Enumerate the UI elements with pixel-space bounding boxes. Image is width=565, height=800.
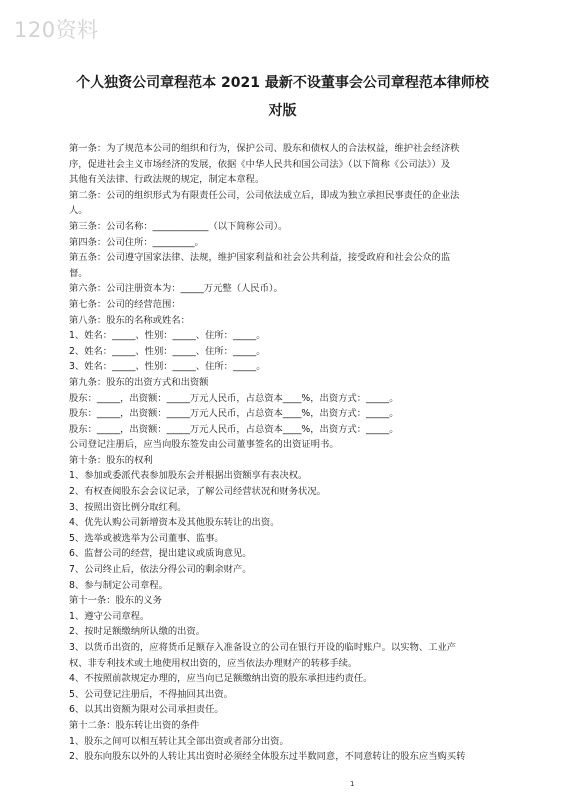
body-line: 其他有关法律、行政法规的规定，制定本章程。 [69,174,265,186]
body-line: 人。 [69,205,88,217]
body-line: 2、股东向股东以外的人转让其出资时必须经全体股东过半数同意，不同意转让的股东应当购买转 [69,751,466,763]
body-line: 6、以其出资额为限对公司承担责任。 [69,704,224,716]
body-line: 2、姓名：_____、性别：_____、住所：_____。 [69,345,266,357]
body-line: 权、非专利技术或土地使用权出资的，应当依法办理财产的转移手续。 [69,657,358,669]
page-number: 1 [350,780,355,788]
body-line: 第六条：公司注册资本为：_____万元整（人民币）。 [69,283,283,295]
body-line: 2、按时足额缴纳所认缴的出资。 [69,626,206,638]
body-line: 1、股东之间可以相互转让其全部出资或者部分出资。 [69,735,289,747]
body-line: 督。 [69,267,88,279]
body-line: 6、监督公司的经营，提出建议或质询意见。 [69,548,252,560]
document-title [54,69,511,125]
body-line: 第二条：公司的组织形式为有限责任公司，公司依法成立后，即成为独立承担民事责任的企业法 [69,189,460,201]
body-line: 第十一条：股东的义务 [69,595,162,607]
body-line: 第七条：公司的经营范围： [69,298,181,310]
body-line: 1、姓名：_____、性别：_____、住所：_____。 [69,330,266,342]
body-line: 第九条：股东的出资方式和出资额 [69,376,209,388]
title-line-1: 个人独资公司章程范本 2021 最新不设董事会公司章程范本律师校 [76,75,489,91]
body-line: 第四条：公司住所：_________。 [69,236,204,248]
body-line: 3、以货币出资的，应将货币足额存入准备设立的公司在银行开设的临时账户。以实物、工业产 [69,642,457,653]
title-line-2: 对版 [268,103,297,119]
body-line: 股东：_____，出资额：_____万元人民币，占总资本____%，出资方式：_____。 [69,408,399,420]
body-line: 第十条：股东的权利 [69,454,153,466]
body-line: 2、有权查阅股东会会议记录，了解公司经营状况和财务状况。 [69,486,326,498]
body-line: 股东：_____，出资额：_____万元人民币，占总资本____%，出资方式：_____。 [69,423,399,435]
document-body [69,141,507,765]
body-line: 3、按照出资比例分取红利。 [69,501,187,513]
body-line: 1、遵守公司章程。 [69,610,150,622]
body-line: 第八条：股东的名称或姓名： [69,314,190,326]
body-line: 股东：_____，出资额：_____万元人民币，占总资本____%，出资方式：_____。 [69,392,399,404]
body-line: 第三条：公司名称：____________（以下简称公司）。 [69,220,288,232]
body-line: 5、公司登记注册后，不得抽回其出资。 [69,688,233,700]
body-line: 第十二条：股东转让出资的条件 [69,719,200,731]
body-line: 第一条：为了规范本公司的组织和行为，保护公司、股东和债权人的合法权益，维护社会经济秩 [69,143,460,154]
body-line: 公司登记注册后，应当向股东签发由公司董事签名的出资证明书。 [69,439,339,451]
body-line: 4、优先认购公司新增资本及其他股东转让的出资。 [69,517,280,529]
body-line: 8、参与制定公司章程。 [69,579,168,591]
body-line: 第五条：公司遵守国家法律、法规，维护国家利益和社会公共利益，接受政府和社会公众的监 [69,252,451,264]
body-line: 序，促进社会主义市场经济的发展，依据《中华人民共和国公司法》（以下简称《公司法》）及 [69,158,451,170]
body-line: 7、公司终止后，依法分得公司的剩余财产。 [69,564,252,576]
body-line: 5、选举或被选举为公司董事、监事。 [69,532,224,544]
body-line: 3、姓名：_____、性别：_____、住所：_____。 [69,361,266,373]
body-line: 1、参加或委派代表参加股东会并根据出资额享有表决权。 [69,470,308,482]
body-line: 4、不按照前款规定办理的，应当向已足额缴纳出资的股东承担违约责任。 [69,673,373,685]
watermark: 120资料 [14,18,99,42]
